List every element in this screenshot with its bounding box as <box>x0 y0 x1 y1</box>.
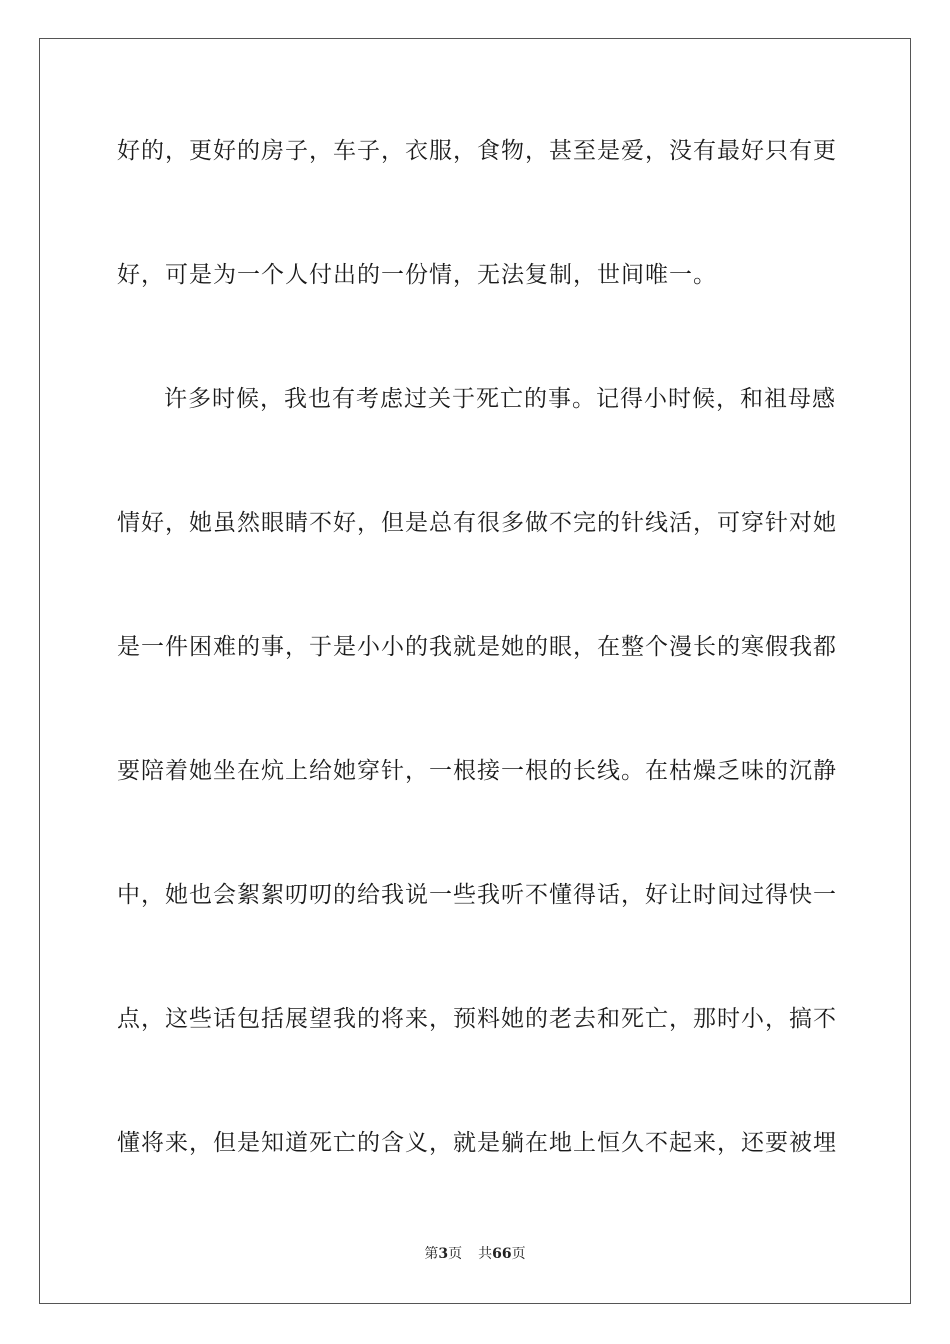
page-border <box>39 38 911 1304</box>
text-line-6: 要陪着她坐在炕上给她穿针，一根接一根的长线。在枯燥乏味的沉静 <box>117 758 837 784</box>
page-footer <box>0 1244 950 1264</box>
page-prefix: 第 <box>424 1246 439 1262</box>
text-line-5: 是一件困难的事，于是小小的我就是她的眼，在整个漫长的寒假我都 <box>117 634 837 660</box>
text-line-2: 好，可是为一个人付出的一份情，无法复制，世间唯一。 <box>117 262 717 288</box>
total-pages: 66 <box>492 1246 512 1262</box>
text-line-4: 情好，她虽然眼睛不好，但是总有很多做不完的针线活，可穿针对她 <box>117 510 837 536</box>
text-line-7: 中，她也会絮絮叨叨的给我说一些我听不懂得话，好让时间过得快一 <box>117 882 837 908</box>
text-line-9: 懂将来，但是知道死亡的含义，就是躺在地上恒久不起来，还要被埋 <box>117 1130 837 1156</box>
page-suffix: 页 <box>448 1246 463 1262</box>
total-suffix: 页 <box>511 1246 526 1262</box>
total-prefix: 共 <box>478 1246 493 1262</box>
page-number: 3 <box>438 1246 449 1262</box>
text-line-1: 好的，更好的房子，车子，衣服，食物，甚至是爱，没有最好只有更 <box>117 138 837 164</box>
text-line-3: 许多时候，我也有考虑过关于死亡的事。记得小时候，和祖母感 <box>164 386 836 412</box>
text-line-8: 点，这些话包括展望我的将来，预料她的老去和死亡，那时小，搞不 <box>117 1006 837 1032</box>
